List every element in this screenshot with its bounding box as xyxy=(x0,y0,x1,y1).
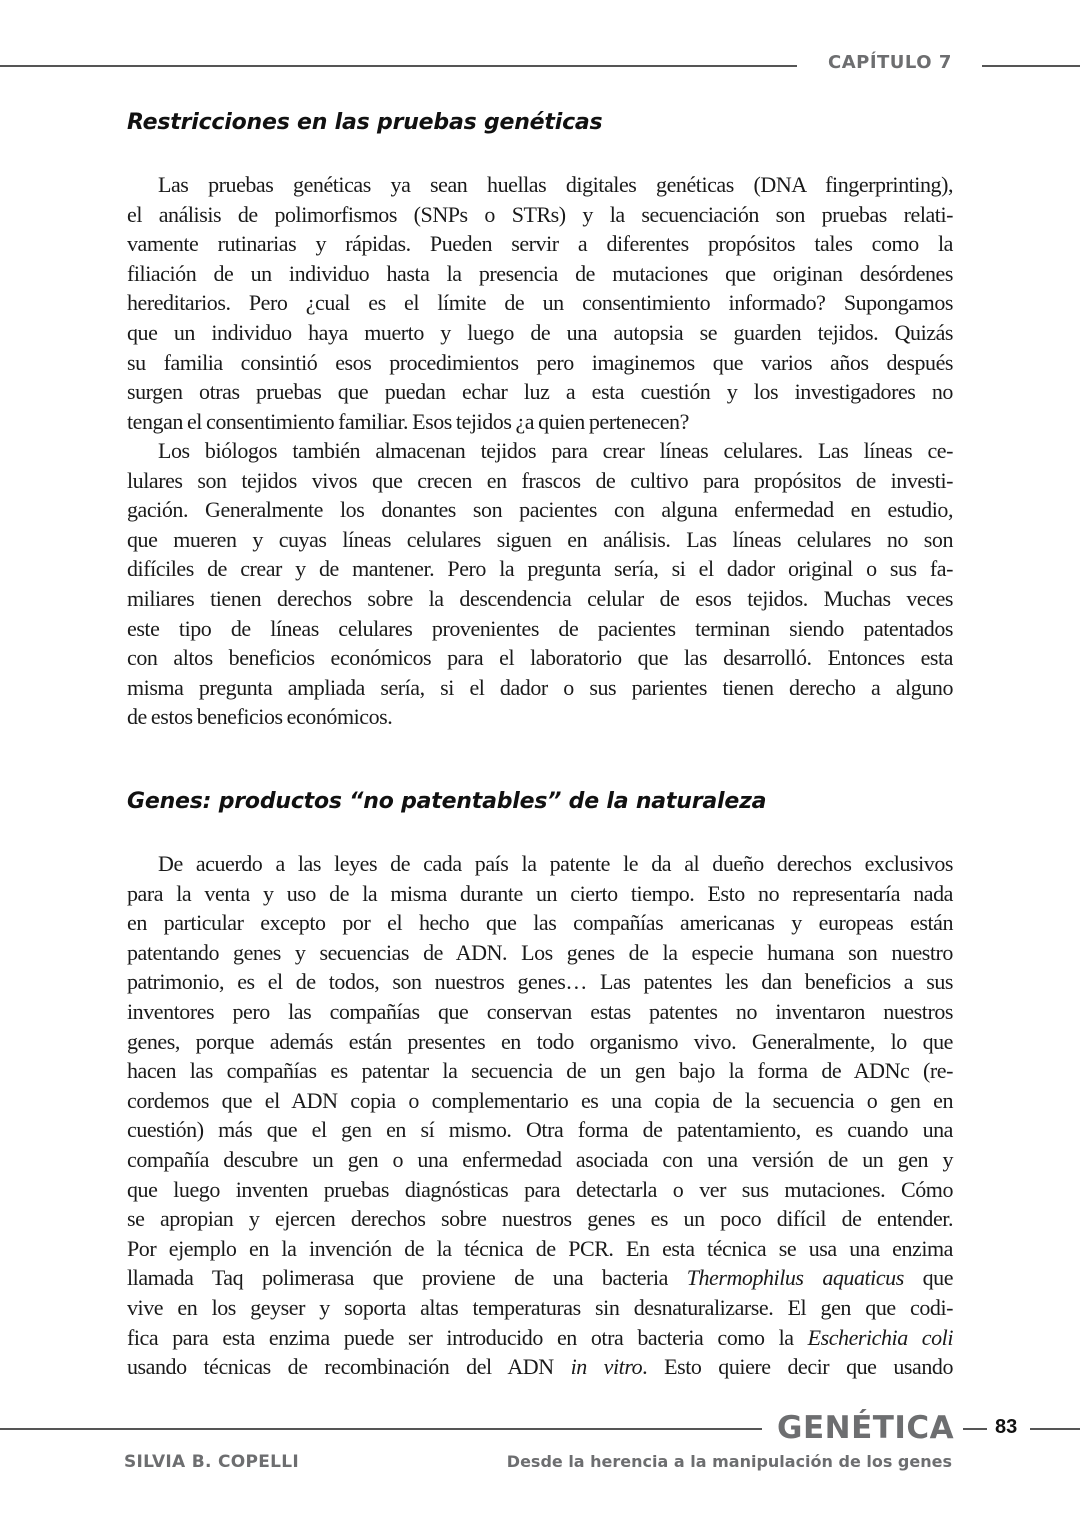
text-line: el análisis de polimorfismos (SNPs o STRs) y la secuenciación son pruebas relati- xyxy=(127,201,953,227)
text-line-rich xyxy=(127,1323,953,1353)
chapter-label: CAPÍTULO 7 xyxy=(828,52,952,73)
text-line: patentando genes y secuencias de ADN. Los genes de la especie humana son nuestro xyxy=(127,939,953,965)
text-run: . Esto quiere decir que usando xyxy=(642,1354,954,1380)
header-rule-right xyxy=(982,65,1080,67)
latin-term-italic: in vitro xyxy=(570,1354,643,1380)
text-line: con altos beneficios económicos para el laboratorio que las desarrolló. Entonces esta xyxy=(127,645,953,671)
text-line-rich xyxy=(127,1293,953,1323)
footer-rule-dash xyxy=(963,1428,987,1430)
text-line: vamente rutinarias y rápidas. Pueden servir a diferentes propósitos tales como la xyxy=(127,231,953,257)
text-line: Las pruebas genéticas ya sean huellas digitales genéticas (DNA fingerprinting), xyxy=(158,172,953,197)
text-line: lulares son tejidos vivos que crecen en frascos de cultivo para propósitos de investi- xyxy=(127,467,953,493)
text-line: cuestión) más que el gen en sí mismo. Otra forma de patentamiento, es cuando una xyxy=(127,1117,953,1143)
text-line: de estos beneficios económicos. xyxy=(127,704,393,730)
text-line: compañía descubre un gen o una enfermedad asociada con una versión de un gen y xyxy=(127,1146,953,1172)
author-name: SILVIA B. COPELLI xyxy=(124,1452,300,1472)
text-line: que un individuo haya muerto y luego de una autopsia se guarden tejidos. Quizás xyxy=(127,319,953,345)
text-line: genes, porque además están presentes en todo organismo vivo. Generalmente, lo que xyxy=(127,1028,953,1054)
header-rule-left xyxy=(0,65,797,67)
book-subtitle: Desde la herencia a la manipulación de los genes xyxy=(506,1452,952,1471)
text-run: fica para esta enzima puede ser introducido en otra bacteria como la xyxy=(127,1324,808,1350)
text-run: que xyxy=(903,1265,954,1291)
text-run: llamada Taq polimerasa que proviene de una bacteria xyxy=(127,1265,687,1291)
text-line: hacen las compañías es patentar la secuencia de un gen bajo la forma de ADNc (re- xyxy=(127,1058,953,1084)
text-line: tengan el consentimiento familiar. Esos tejidos ¿a quien pertenecen? xyxy=(127,408,689,434)
text-line: que mueren y cuyas líneas celulares siguen en análisis. Las líneas celulares no son xyxy=(127,526,953,552)
text-line-rich xyxy=(127,1352,953,1382)
paragraph-restricciones-1 xyxy=(127,170,953,436)
text-line: gación. Generalmente los donantes son pacientes con alguna enfermedad en estudio, xyxy=(127,497,953,523)
text-line-rich xyxy=(127,1263,953,1293)
text-line: inventores pero las compañías que conservan estas patentes no inventaron nuestros xyxy=(127,998,953,1024)
text-line: en particular excepto por el hecho que las compañías americanas y europeas están xyxy=(127,910,953,936)
footer-rule-right xyxy=(1030,1428,1080,1430)
text-line: cordemos que el ADN copia o complementario es una copia de la secuencia o gen en xyxy=(127,1087,953,1113)
text-line: miliares tienen derechos sobre la descendencia celular de esos tejidos. Muchas veces xyxy=(127,585,953,611)
text-line: difíciles de crear y de mantener. Pero la pregunta sería, si el dador original o sus fa- xyxy=(127,556,953,582)
text-line: se apropian y ejercen derechos sobre nuestros genes es un poco difícil de entender. xyxy=(127,1206,953,1232)
text-line: hereditarios. Pero ¿cual es el límite de un consentimiento informado? Supongamos xyxy=(127,290,953,316)
paragraph-restricciones-2 xyxy=(127,436,953,732)
text-line: para la venta y uso de la misma durante un cierto tiempo. Esto no representaría nada xyxy=(127,880,953,906)
text-line: que luego inventen pruebas diagnósticas para detectarla o ver sus mutaciones. Cómo xyxy=(127,1176,953,1202)
species-name-italic: Escherichia coli xyxy=(807,1324,953,1350)
text-line: filiación de un individuo hasta la presencia de mutaciones que originan desórdenes xyxy=(127,260,953,286)
section-heading-genes: Genes: productos “no patentables” de la naturaleza xyxy=(127,789,767,814)
paragraph-genes-1 xyxy=(127,849,953,1382)
book-title: GENÉTICA xyxy=(777,1410,955,1446)
text-line: su familia consintió esos procedimientos pero imaginemos que varios años después xyxy=(127,349,953,375)
text-line: Los biólogos también almacenan tejidos para crear líneas celulares. Las líneas ce- xyxy=(158,438,953,463)
section-heading-restricciones: Restricciones en las pruebas genéticas xyxy=(127,110,603,135)
text-run: vive en los geyser y soporta altas temperaturas sin desnaturalizarse. El gen que codi- xyxy=(127,1294,953,1320)
text-line: este tipo de líneas celulares provenientes de pacientes terminan siendo patentados xyxy=(127,615,953,641)
text-line: surgen otras pruebas que puedan echar luz a esta cuestión y los investigadores no xyxy=(127,379,953,405)
text-line: patrimonio, es el de todos, son nuestros genes… Las patentes les dan beneficios a sus xyxy=(127,969,953,995)
page-number: 83 xyxy=(995,1416,1018,1438)
text-line: misma pregunta ampliada sería, si el dador o sus parientes tienen derecho a alguno xyxy=(127,674,953,700)
text-line: Por ejemplo en la invención de la técnica de PCR. En esta técnica se usa una enzima xyxy=(127,1235,953,1261)
species-name-italic: Thermophilus aquaticus xyxy=(686,1265,904,1291)
footer-rule-left xyxy=(0,1428,762,1430)
text-run: usando técnicas de recombinación del ADN xyxy=(127,1354,571,1380)
text-line: De acuerdo a las leyes de cada país la patente le da al dueño derechos exclusivos xyxy=(158,851,953,876)
